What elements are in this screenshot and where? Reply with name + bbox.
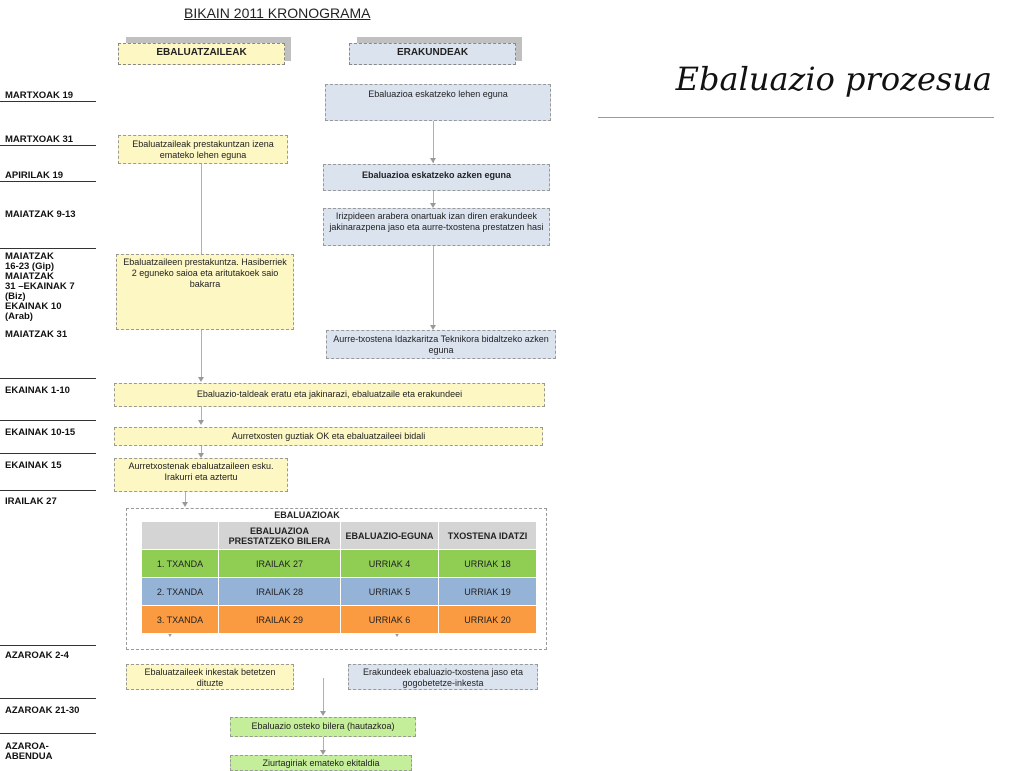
table-cell: IRAILAK 29	[219, 606, 341, 634]
date-divider	[0, 145, 96, 146]
date-label: EKAINAK 15	[5, 460, 62, 471]
evaluations-table	[141, 521, 537, 634]
date-divider	[0, 378, 96, 379]
table-header-row	[142, 522, 537, 550]
date-label: EKAINAK 10-15	[5, 427, 76, 438]
date-divider	[0, 420, 96, 421]
date-divider	[0, 733, 96, 734]
table-row	[142, 578, 537, 606]
table-cell: 2. TXANDA	[142, 578, 219, 606]
org-request-start-box: Ebaluazioa eskatzeko lehen eguna	[325, 84, 551, 121]
date-label: MARTXOAK 31	[5, 134, 74, 145]
connector-arrow	[430, 158, 436, 163]
connector-line	[201, 330, 202, 378]
eval-training-box: Ebaluatzaileen prestakuntza. Hasiberriek 2 eguneko saioa eta aritutakoek saio bakarra	[116, 254, 294, 330]
pre-reports-read-box: Aurretxostenak ebaluatzaileen esku. Irakurri eta aztertu	[114, 458, 288, 492]
heading-divider	[598, 117, 994, 118]
date-label: APIRILAK 19	[5, 170, 64, 181]
date-label: IRAILAK 27	[5, 496, 57, 507]
connector-line	[433, 121, 434, 163]
date-label: AZAROAK 2-4	[5, 650, 69, 661]
date-divider	[0, 181, 96, 182]
ceremony-box: Ziurtagiriak emateko ekitaldia	[230, 755, 412, 771]
date-divider	[0, 490, 96, 491]
evaluations-title: EBALUAZIOAK	[274, 510, 340, 520]
table-cell: IRAILAK 28	[219, 578, 341, 606]
teams-formed-box: Ebaluazio-taldeak eratu eta jakinarazi, ebaluatzaile eta erakundeei	[114, 383, 545, 407]
date-divider	[0, 101, 96, 102]
connector-line	[433, 246, 434, 326]
table-cell: URRIAK 18	[439, 550, 537, 578]
eval-survey-box: Ebaluatzaileek inkestak betetzen dituzte	[126, 664, 294, 690]
connector-line	[201, 164, 202, 254]
org-survey-box: Erakundeek ebaluazio-txostena jaso eta gogobetetze-inkesta	[348, 664, 538, 690]
table-header-cell: EBALUAZIO-EGUNA	[341, 522, 439, 550]
connector-arrow	[198, 420, 204, 425]
date-label: MAIATZAK 9-13	[5, 209, 76, 220]
connector-arrow	[182, 502, 188, 507]
table-cell: URRIAK 19	[439, 578, 537, 606]
date-label: AZAROA- ABENDUA	[5, 741, 53, 762]
pre-reports-ok-box: Aurretxosten guztiak OK eta ebaluatzaileei bidali	[114, 427, 543, 446]
table-header-cell: EBALUAZIOA PRESTATZEKO BILERA	[219, 522, 341, 550]
date-label: EKAINAK 1-10	[5, 385, 70, 396]
eval-training-signup-box: Ebaluatzaileak prestakuntzan izena emateko lehen eguna	[118, 135, 288, 164]
date-divider	[0, 698, 96, 699]
date-divider	[0, 453, 96, 454]
date-divider	[0, 248, 96, 249]
page-heading: Ebaluazio prozesua	[675, 60, 992, 98]
connector-line	[323, 678, 324, 712]
connector-arrow	[198, 377, 204, 382]
date-label: MAIATZAK 16-23 (Gip) MAIATZAK 31 –EKAINAK 7 (Biz) EKAINAK 10 (Arab)	[5, 251, 75, 322]
org-accepted-box: Irizpideen arabera onartuak izan diren erakundeek jakinarazpena jaso eta aurre-txostena prestatzen hasi	[323, 208, 550, 246]
date-label: AZAROAK 21-30	[5, 705, 80, 716]
date-label: MAIATZAK 31	[5, 329, 68, 340]
table-cell: 1. TXANDA	[142, 550, 219, 578]
document-title: BIKAIN 2011 KRONOGRAMA	[184, 5, 371, 21]
table-row	[142, 606, 537, 634]
date-divider	[0, 645, 96, 646]
table-cell: URRIAK 5	[341, 578, 439, 606]
post-meeting-box: Ebaluazio osteko bilera (hautazkoa)	[230, 717, 416, 737]
left-column-header: EBALUATZAILEAK	[118, 43, 285, 65]
org-request-end-box: Ebaluazioa eskatzeko azken eguna	[323, 164, 550, 191]
right-column-header: ERAKUNDEAK	[349, 43, 516, 65]
table-cell: URRIAK 20	[439, 606, 537, 634]
table-row	[142, 550, 537, 578]
table-cell: URRIAK 6	[341, 606, 439, 634]
connector-arrow	[320, 711, 326, 716]
pre-report-deadline-box: Aurre-txostena Idazkaritza Teknikora bidaltzeko azken eguna	[326, 330, 556, 359]
table-header-cell	[142, 522, 219, 550]
table-cell: IRAILAK 27	[219, 550, 341, 578]
table-header-cell: TXOSTENA IDATZI	[439, 522, 537, 550]
table-cell: URRIAK 4	[341, 550, 439, 578]
date-label: MARTXOAK 19	[5, 90, 74, 101]
table-cell: 3. TXANDA	[142, 606, 219, 634]
connector-line	[323, 737, 324, 751]
